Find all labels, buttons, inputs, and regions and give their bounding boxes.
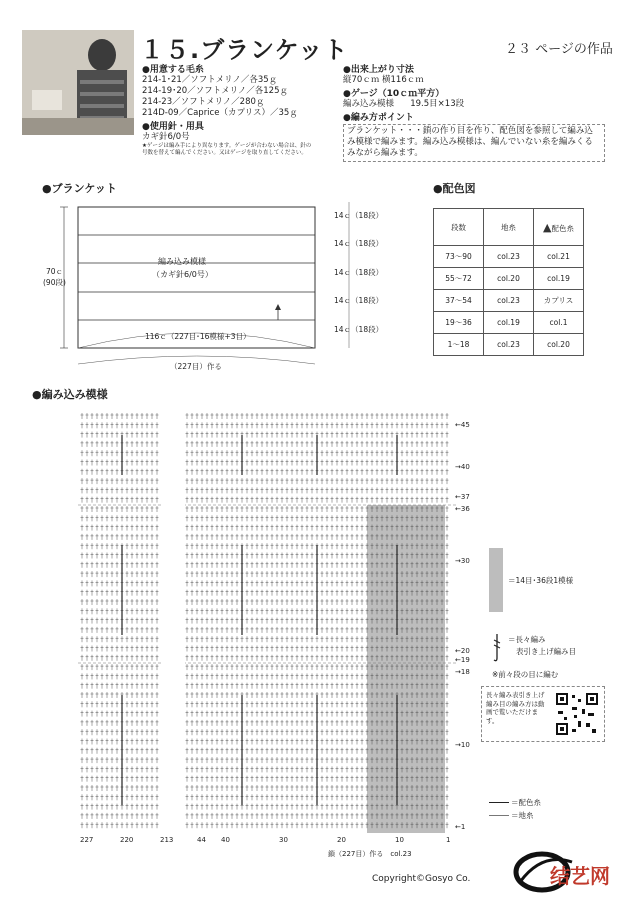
point-text: ブランケット・・・鎖の作り目を作り、配色図を参照して編み込み模様で編みます。編み込み模様は、編んでいない糸を編みくるみながら編みます。 bbox=[343, 124, 605, 162]
column-number: 20 bbox=[337, 836, 346, 844]
table-row bbox=[434, 246, 584, 268]
yarn-line: 214-23／ソフトメリノ／280ｇ bbox=[142, 97, 265, 107]
ground-line-swatch bbox=[489, 815, 509, 816]
width-label: 116ｃ（227目･16模様+3目） bbox=[145, 332, 251, 341]
qr-code-icon[interactable] bbox=[554, 691, 600, 737]
table-row bbox=[434, 268, 584, 290]
video-qr-box[interactable] bbox=[481, 686, 605, 742]
table-row bbox=[434, 312, 584, 334]
yarn-section bbox=[142, 62, 311, 157]
cell: col.21 bbox=[534, 246, 584, 268]
cell: col.1 bbox=[534, 312, 584, 334]
cell: col.19 bbox=[534, 268, 584, 290]
product-photo bbox=[22, 30, 134, 135]
symbol-note: ※前々段の目に編む bbox=[492, 670, 559, 679]
yarn-line: 214D-09／Caprice（カプリス）／35ｇ bbox=[142, 108, 298, 118]
stitch-symbol-icon bbox=[492, 632, 502, 664]
band-label: 14ｃ（18段） bbox=[334, 239, 384, 248]
cell: col.20 bbox=[534, 334, 584, 356]
needle-heading: ●使用針・用具 bbox=[142, 122, 204, 132]
yarn-line: 214-1･21／ソフトメリノ／各35ｇ bbox=[142, 75, 278, 85]
row-marker: →18 bbox=[455, 668, 470, 676]
cell: 19〜36 bbox=[434, 312, 484, 334]
stitch-row bbox=[81, 422, 449, 428]
legend-ground-label: ＝地糸 bbox=[511, 811, 534, 820]
cell: 37〜54 bbox=[434, 290, 484, 312]
stitch-row bbox=[81, 432, 449, 438]
size-heading: ●出来上がり寸法 bbox=[343, 65, 414, 75]
symbol-label: 表引き上げ編み目 bbox=[516, 647, 576, 656]
page-title: １５.ブランケット bbox=[140, 36, 349, 64]
stitch-row bbox=[81, 487, 449, 493]
column-number: 1 bbox=[446, 836, 451, 844]
yarn-heading: ●用意する毛糸 bbox=[142, 65, 204, 75]
header-cell: 地糸 bbox=[484, 209, 534, 246]
column-number: 213 bbox=[160, 836, 174, 844]
row-marker: ←20 bbox=[455, 647, 470, 655]
cell: 73〜90 bbox=[434, 246, 484, 268]
pattern-label: 編み込み模様 bbox=[158, 257, 206, 266]
cell: col.23 bbox=[484, 290, 534, 312]
row-marker: ←45 bbox=[455, 421, 470, 429]
logo-text: 结艺网 bbox=[550, 864, 610, 888]
stitch-chart bbox=[78, 405, 458, 833]
table-row bbox=[434, 290, 584, 312]
size-value: 縦70ｃｍ 横116ｃｍ bbox=[343, 75, 424, 85]
stitch-row bbox=[81, 478, 449, 484]
site-logo bbox=[512, 842, 624, 894]
cell: col.19 bbox=[484, 312, 534, 334]
cell: カプリス bbox=[534, 290, 584, 312]
stitch-row bbox=[81, 460, 449, 466]
stitch-row bbox=[81, 469, 449, 475]
chart-heading: ●編み込み模様 bbox=[32, 388, 108, 401]
legend-color-label: ＝配色糸 bbox=[511, 798, 541, 807]
header-cell: ▲配色糸 bbox=[534, 209, 584, 246]
row-marker: ←36 bbox=[455, 505, 470, 513]
cell: 55〜72 bbox=[434, 268, 484, 290]
band-label: 14ｃ（18段） bbox=[334, 296, 384, 305]
row-marker: ←1 bbox=[455, 823, 466, 831]
cell: col.20 bbox=[484, 268, 534, 290]
gauge-heading: ●ゲージ（10ｃｍ平方） bbox=[343, 89, 445, 99]
stitch-row bbox=[81, 413, 449, 419]
gauge-value: 編み込み模様 19.5目×13段 bbox=[343, 99, 465, 109]
blanket-heading: ●ブランケット bbox=[42, 182, 117, 195]
header-cell: 段数 bbox=[434, 209, 484, 246]
row-marker: ←19 bbox=[455, 656, 470, 664]
bottom-label: （227目）作る bbox=[170, 362, 222, 371]
stitch-row bbox=[81, 441, 449, 447]
band-label: 14ｃ（18段） bbox=[334, 325, 384, 334]
cell: col.23 bbox=[484, 334, 534, 356]
stitch-row bbox=[81, 450, 449, 456]
column-number: 10 bbox=[395, 836, 404, 844]
color-table bbox=[433, 208, 584, 356]
chain-label: 鎖（227目）作る col.23 bbox=[328, 850, 412, 858]
point-heading: ●編み方ポイント bbox=[343, 113, 414, 123]
repeat-label: ＝14目･36段1模様 bbox=[508, 576, 574, 585]
gauge-note: ★ゲージは編み手により異なります。ゲージが合わない場合は、針の bbox=[142, 143, 312, 149]
hook-label: （カギ針6/0号） bbox=[152, 270, 213, 279]
repeat-legend-swatch bbox=[489, 548, 503, 612]
row-marker: →30 bbox=[455, 557, 470, 565]
column-number: 220 bbox=[120, 836, 134, 844]
needle-value: カギ針6/0号 bbox=[142, 132, 190, 142]
height-rows: (90段) bbox=[43, 278, 66, 287]
yarn-line: 214-19･20／ソフトメリノ／各125ｇ bbox=[142, 86, 288, 96]
symbol-label: ＝長々編み bbox=[508, 635, 546, 644]
qr-text: 長々編み表引き上げ編み目の編み方は動画で覧いただけます。 bbox=[486, 691, 545, 725]
tree-icon: ▲ bbox=[543, 220, 552, 234]
cell: col.23 bbox=[484, 246, 534, 268]
height-label: 70ｃ bbox=[46, 267, 64, 276]
color-line-swatch bbox=[489, 802, 509, 803]
copyright: Copyright©Gosyo Co. bbox=[372, 874, 471, 884]
band-label: 14ｃ（18段） bbox=[334, 268, 384, 277]
row-marker: →40 bbox=[455, 463, 470, 471]
row-marker: →10 bbox=[455, 741, 470, 749]
column-number: 30 bbox=[279, 836, 288, 844]
cell: 1〜18 bbox=[434, 334, 484, 356]
column-number: 227 bbox=[80, 836, 94, 844]
gauge-note: 号数を替えて編んでください。又はゲージを取り直してください。 bbox=[142, 150, 307, 156]
row-marker: ←37 bbox=[455, 493, 470, 501]
table-row bbox=[434, 334, 584, 356]
table-header-row bbox=[434, 209, 584, 246]
blanket-schematic bbox=[40, 198, 380, 378]
spec-section bbox=[343, 62, 464, 123]
band-label: 14ｃ（18段） bbox=[334, 211, 384, 220]
page-reference: ２３ ページの作品 bbox=[505, 42, 613, 57]
column-number: 40 bbox=[221, 836, 230, 844]
color-chart-heading: ●配色図 bbox=[433, 182, 476, 195]
stitch-row bbox=[81, 497, 449, 503]
column-number: 44 bbox=[197, 836, 206, 844]
